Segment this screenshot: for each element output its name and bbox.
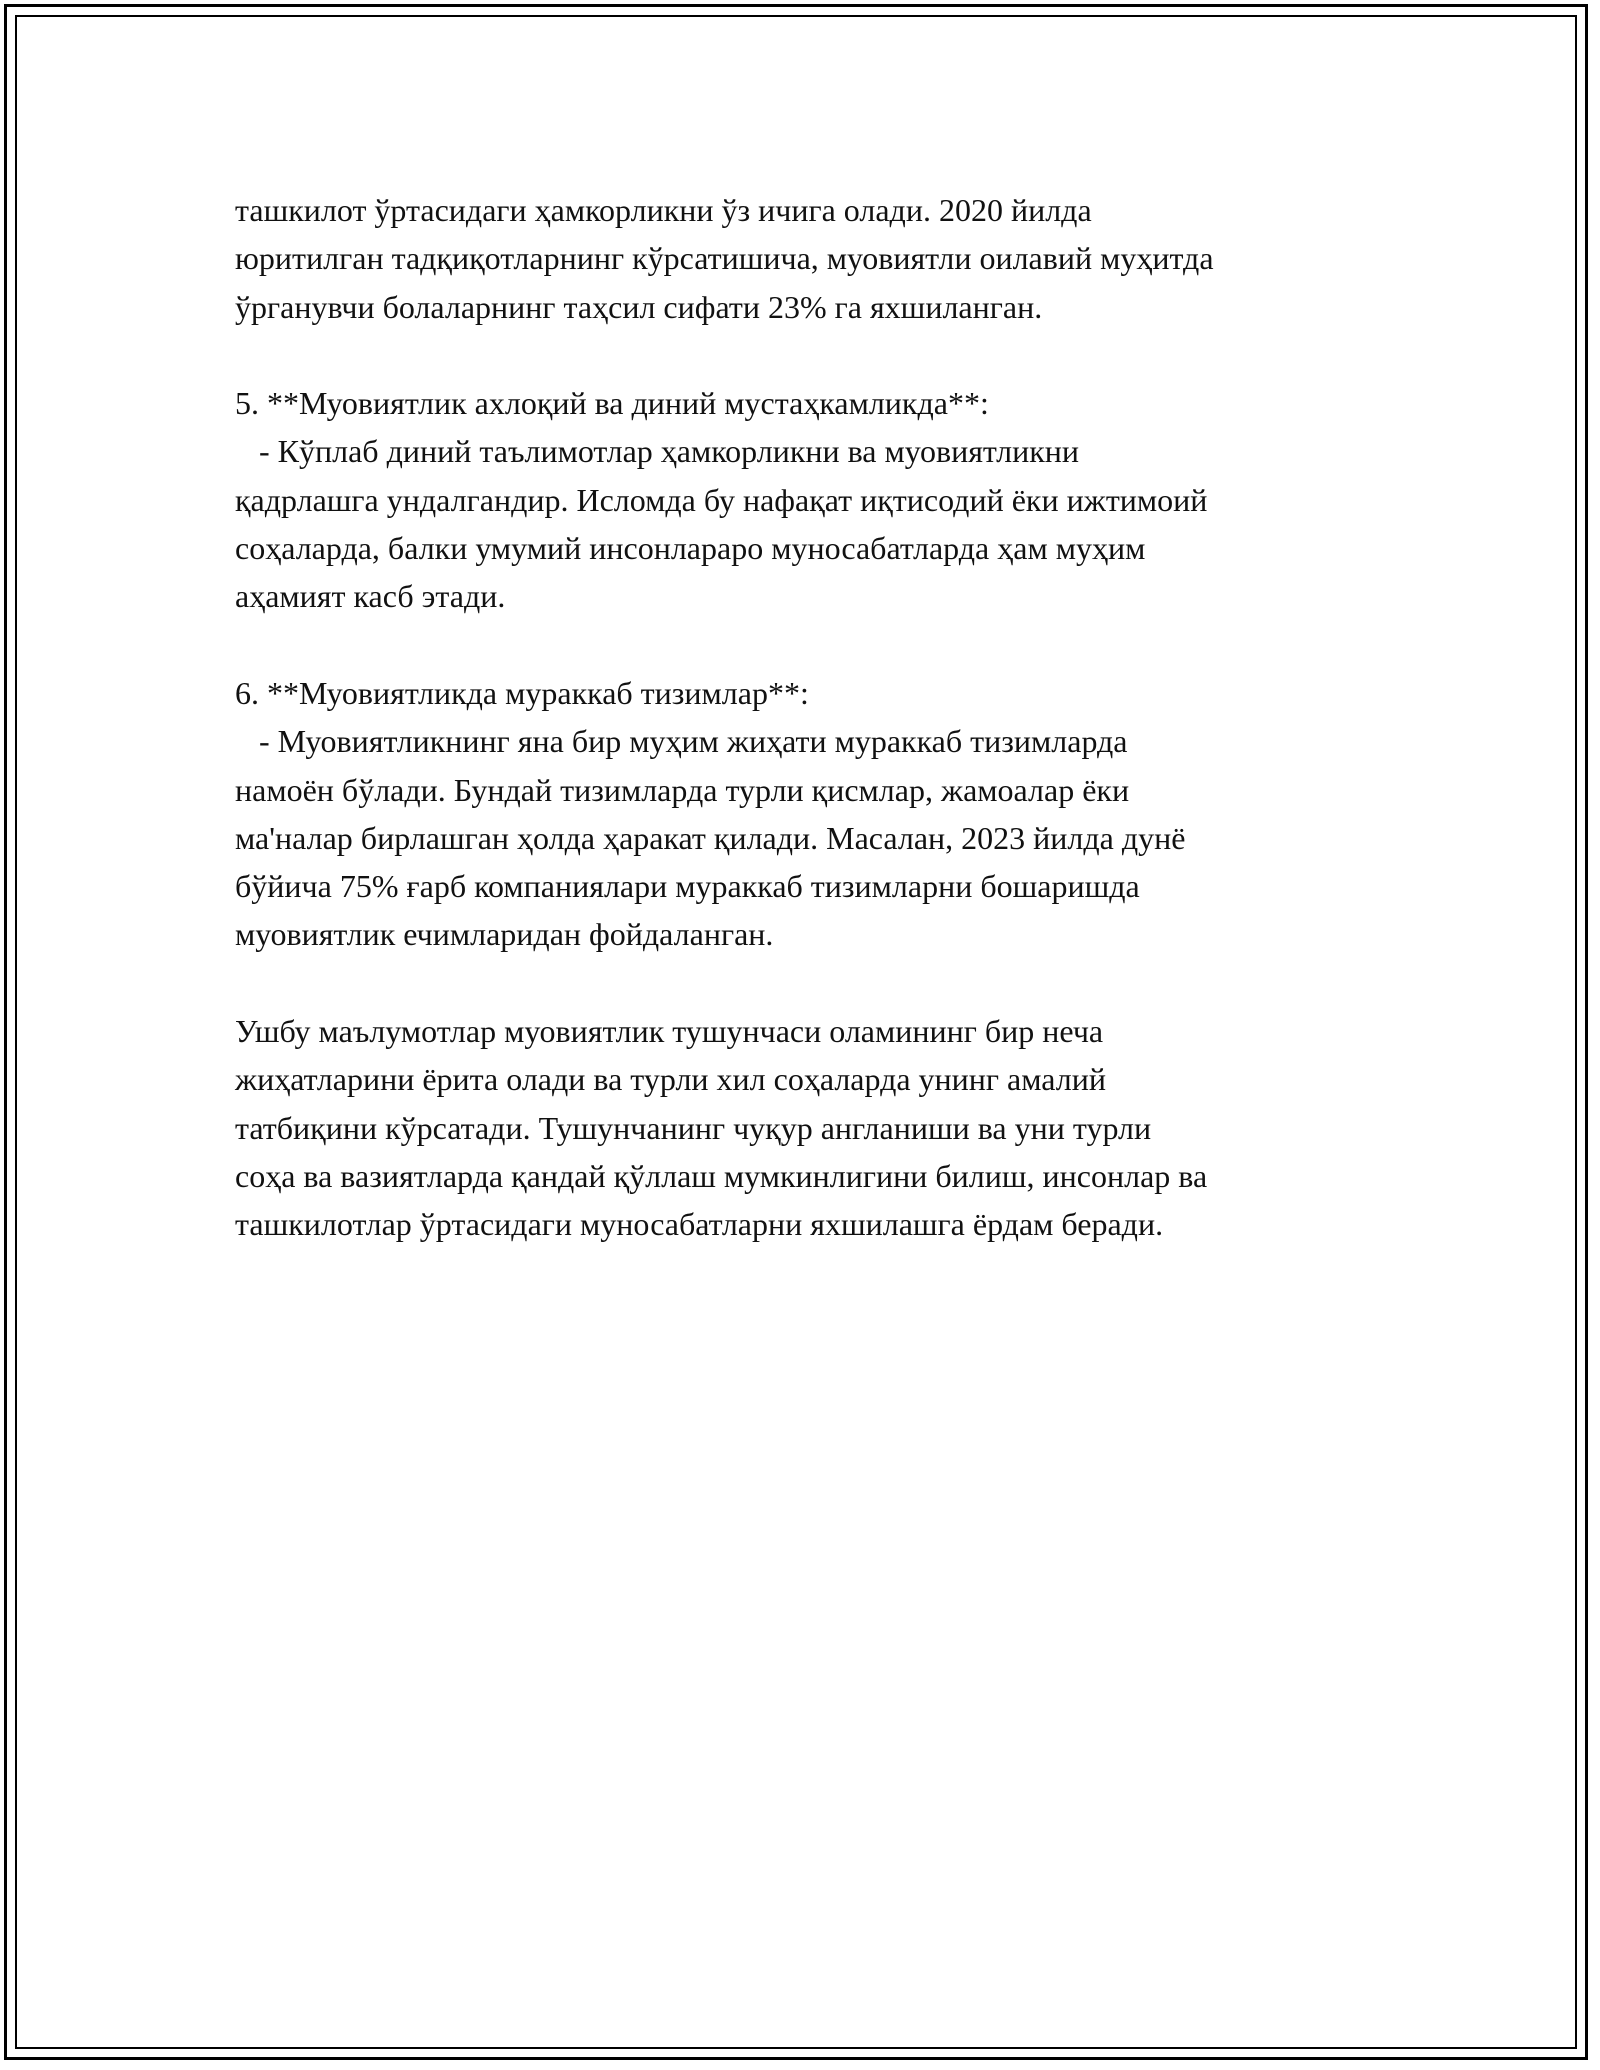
text-line: ташкилотлар ўртасидаги муносабатларни яхшилашга ёрдам беради. xyxy=(235,1206,1164,1243)
text-line: жиҳатларини ёрита олади ва турли хил соҳаларда унинг амалий xyxy=(235,1061,1106,1098)
text-line: намоён бўлади. Бундай тизимларда турли қисмлар, жамоалар ёки xyxy=(235,771,1130,808)
text-line: ташкилот ўртасидаги ҳамкорликни ўз ичига олади. 2020 йилда xyxy=(235,192,1092,228)
section-6 xyxy=(235,669,1385,959)
text-line: - Муовиятликнинг яна бир муҳим жиҳати мураккаб тизимларда xyxy=(235,723,1128,760)
text-line: - Кўплаб диний таълимотлар ҳамкорликни ва муовиятликни xyxy=(235,433,1079,470)
paragraph-gap xyxy=(235,621,1385,669)
section-6-heading: 6. **Муовиятликда мураккаб тизимлар**: xyxy=(235,674,809,711)
text-line: соҳаларда, балки умумий инсонлараро муносабатларда ҳам муҳим xyxy=(235,530,1146,567)
paragraph-1 xyxy=(235,186,1385,331)
text-line: соҳа ва вазиятларда қандай қўллаш мумкинлигини билиш, инсонлар ва xyxy=(235,1157,1208,1194)
text-line: татбиқини кўрсатади. Тушунчанинг чуқур англаниши ва уни турли xyxy=(235,1109,1152,1146)
conclusion-paragraph xyxy=(235,1007,1385,1248)
text-line: аҳамият касб этади. xyxy=(235,578,506,615)
text-line: ўрганувчи болаларнинг таҳсил сифати 23% га яхшиланган. xyxy=(235,288,1043,325)
text-line: бўйича 75% ғарб компаниялари мураккаб тизимларни бошаришда xyxy=(235,868,1140,905)
text-line: қадрлашга ундалгандир. Исломда бу нафақат иқтисодий ёки ижтимоий xyxy=(235,481,1208,518)
paragraph-gap xyxy=(235,331,1385,379)
text-line: юритилган тадқиқотларнинг кўрсатишича, муовиятли оилавий муҳитда xyxy=(235,240,1214,277)
paragraph-gap xyxy=(235,959,1385,1007)
document-body xyxy=(235,186,1385,1249)
text-line: ма'налар бирлашган ҳолда ҳаракат қилади. Масалан, 2023 йилда дунё xyxy=(235,819,1186,856)
section-5 xyxy=(235,379,1385,620)
section-5-heading: 5. **Муовиятлик ахлоқий ва диний мустаҳкамликда**: xyxy=(235,385,989,422)
text-line: Ушбу маълумотлар муовиятлик тушунчаси оламининг бир неча xyxy=(235,1013,1104,1050)
text-line: муовиятлик ечимларидан фойдаланган. xyxy=(235,916,774,953)
